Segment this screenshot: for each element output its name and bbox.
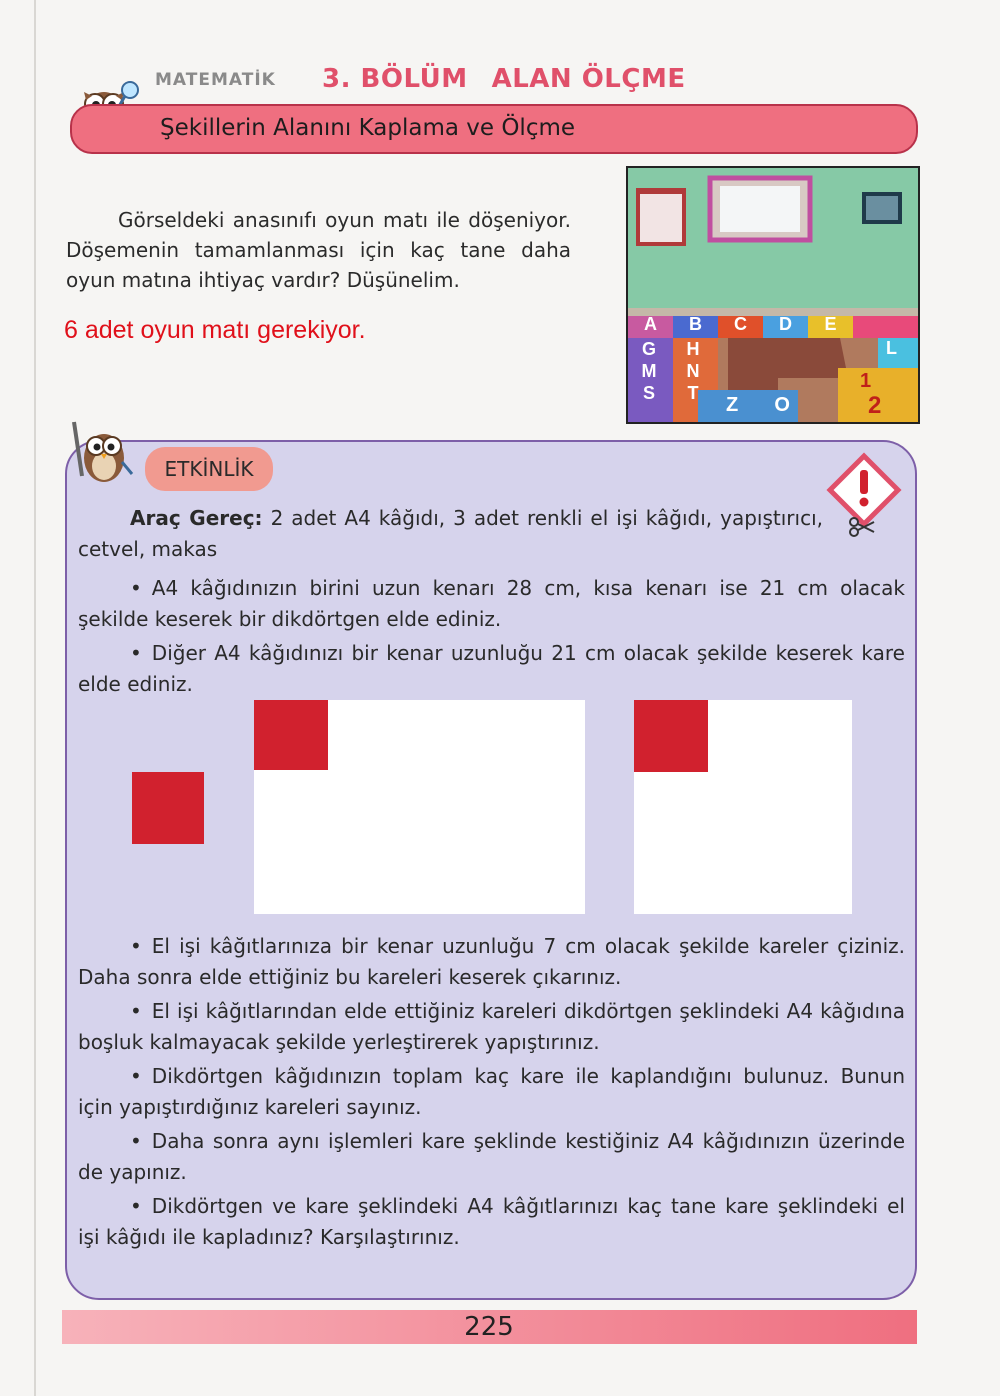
mat-letter: S: [642, 383, 655, 403]
mat-number: 1: [860, 370, 872, 392]
red-square-on-rectangle: [254, 700, 328, 770]
chapter-number: 3. BÖLÜM: [322, 64, 468, 94]
classroom-mat-illustration: [626, 166, 920, 424]
red-square-on-square: [634, 700, 708, 772]
step-item: • Dikdörtgen ve kare şeklindeki A4 kâğıtlarınızı kaç tane kare şeklindeki el işi kâğıdı ile kapladınız? Karşılaştırınız.: [78, 1191, 905, 1253]
mat-number: 2: [868, 392, 882, 419]
mat-letter: L: [886, 338, 897, 358]
mat-letter: H: [686, 339, 700, 359]
mat-letter: M: [641, 361, 657, 381]
page-edge: [34, 0, 36, 1396]
owl-mascot-icon: [66, 416, 138, 488]
step-item: • A4 kâğıdınızın birini uzun kenarı 28 cm, kısa kenarı ise 21 cm olacak şekilde keserek bir dikdörtgen elde ediniz.: [78, 573, 905, 635]
chapter-title: ALAN ÖLÇME: [491, 64, 686, 94]
mat-letter: E: [824, 314, 837, 334]
step-item: • Diğer A4 kâğıdınızı bir kenar uzunluğu 21 cm olacak şekilde keserek kare elde ediniz.: [78, 638, 905, 700]
page-number: 225: [464, 1312, 514, 1342]
chapter-heading: [322, 64, 686, 94]
activity-tag: ETKİNLİK: [145, 447, 273, 491]
materials-label: Araç Gereç:: [130, 506, 263, 530]
materials-paragraph: [78, 503, 823, 565]
intro-answer: 6 adet oyun matı gerekiyor.: [64, 316, 366, 344]
mat-letter: Z: [726, 394, 739, 416]
step-item: • El işi kâğıtlarından elde ettiğiniz kareleri dikdörtgen şeklindeki A4 kâğıdına boşluk kalmayacak şekilde yerleştirerek yapıştırınız.: [78, 996, 905, 1058]
mat-letter: D: [779, 314, 792, 334]
mat-letter: G: [641, 339, 656, 359]
mat-letter: C: [734, 314, 747, 334]
intro-question: Görseldeki anasınıfı oyun matı ile döşeniyor. Döşemenin tamamlanması için kaç tane daha oyun matına ihtiyaç vardır? Düşünelim.: [66, 208, 571, 292]
materials-text: 2 adet A4 kâğıdı, 3 adet renkli el işi kâğıdı, yapıştırıcı, cetvel, makas: [78, 506, 823, 561]
mat-letter: T: [687, 383, 699, 403]
step-item: • El işi kâğıtlarınıza bir kenar uzunluğu 7 cm olacak şekilde kareler çiziniz. Daha sonra elde ettiğiniz bu kareleri keserek çıkarınız.: [78, 931, 905, 993]
mat-letter: B: [689, 314, 702, 334]
mat-letter: O: [774, 394, 790, 416]
section-label: MATEMATİK: [155, 70, 276, 90]
step-item: • Daha sonra aynı işlemleri kare şeklinde kestiğiniz A4 kâğıdınızın üzerinde de yapınız.: [78, 1126, 905, 1188]
topic-title: Şekillerin Alanını Kaplama ve Ölçme: [160, 115, 576, 141]
step-item: • Dikdörtgen kâğıdınızın toplam kaç kare ile kaplandığını bulunuz. Bunun için yapıştırdığınız kareleri sayınız.: [78, 1061, 905, 1123]
mat-letter: N: [686, 361, 700, 381]
warning-scissors-icon: [826, 452, 902, 542]
mat-letter: A: [644, 314, 657, 334]
red-square-7cm: [132, 772, 204, 844]
classroom-scene-drawing: [628, 168, 918, 422]
